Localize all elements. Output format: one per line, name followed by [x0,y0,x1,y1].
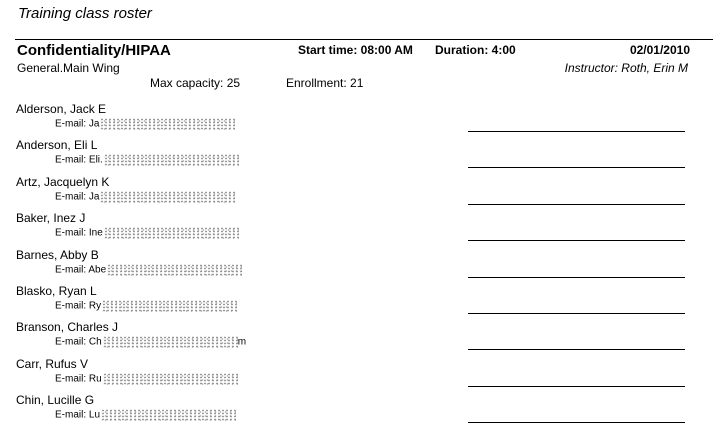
email-label: E-mail: [55,227,87,239]
signature-line [468,204,685,205]
redacted-email [107,264,242,276]
email-label: E-mail: [55,409,87,421]
email-label: E-mail: [55,264,87,276]
email-label: E-mail: [55,118,87,130]
redacted-email [104,227,239,239]
attendee-name: Alderson, Jack E [16,102,107,116]
roster-list [0,102,726,430]
signature-line [468,131,685,132]
attendee-email [55,373,238,385]
email-visible: Ja [88,191,100,203]
email-visible: Ru [88,373,102,385]
attendee-name: Carr, Rufus V [16,356,89,371]
attendee-name: Branson, Charles J [16,320,119,335]
roster-row [0,175,726,211]
email-visible: Lu [88,409,101,421]
location: General.Main Wing [17,61,120,75]
email-label: E-mail: [55,155,87,167]
roster-row [0,284,726,320]
signature-line [468,313,685,314]
redacted-email [100,191,235,203]
signature-line [468,422,685,423]
signature-line [468,277,685,278]
email-label: E-mail: [55,300,87,312]
roster-row [0,138,726,174]
email-visible: Ja [88,118,100,130]
class-date: 02/01/2010 [629,43,690,57]
attendee-name: Barnes, Abby B [16,247,99,262]
email-visible: Ine [88,227,103,239]
email-label: E-mail: [55,191,87,203]
email-label: E-mail: [55,336,87,348]
email-visible: Ry [88,300,102,312]
attendee-email [55,336,246,348]
roster-row [0,102,726,138]
attendee-email [55,264,242,276]
email-visible: Abe [88,264,107,276]
redacted-email [100,118,235,130]
email-visible: Eli. [88,155,103,167]
attendee-name: Anderson, Eli L [16,138,98,153]
enrollment: Enrollment: 21 [286,76,364,90]
redacted-email [101,409,236,421]
attendee-email [55,154,239,166]
attendee-name: Baker, Inez J [16,211,86,226]
roster-row [0,393,726,429]
doc-title: Training class roster [18,5,152,22]
max-capacity: Max capacity: 25 [150,76,241,90]
attendee-email [55,227,239,239]
email-visible: Ch [88,336,102,348]
attendee-name: Blasko, Ryan L [16,283,97,298]
roster-row [0,248,726,284]
redacted-email [103,336,238,348]
start-time: Start time: 08:00 AM [298,43,413,57]
redacted-email [104,154,239,166]
email-label: E-mail: [55,373,87,385]
signature-line [468,349,685,350]
roster-row [0,320,726,356]
roster-row [0,357,726,393]
signature-line [468,240,685,241]
course-title: Confidentiality/HIPAA [17,42,171,59]
attendee-name: Chin, Lucille G [16,393,95,408]
attendee-email [55,118,235,130]
signature-line [468,386,685,387]
redacted-email [103,373,238,385]
email-suffix: m [237,336,247,348]
redacted-email [102,300,237,312]
attendee-name: Artz, Jacquelyn K [16,174,110,189]
signature-line [468,167,685,168]
roster-row [0,211,726,247]
instructor: Instructor: Roth, Erin M [564,61,688,75]
attendee-email [55,191,235,203]
attendee-email [55,300,237,312]
attendee-email [55,409,236,421]
duration: Duration: 4:00 [435,43,516,57]
header-rule [15,39,713,40]
